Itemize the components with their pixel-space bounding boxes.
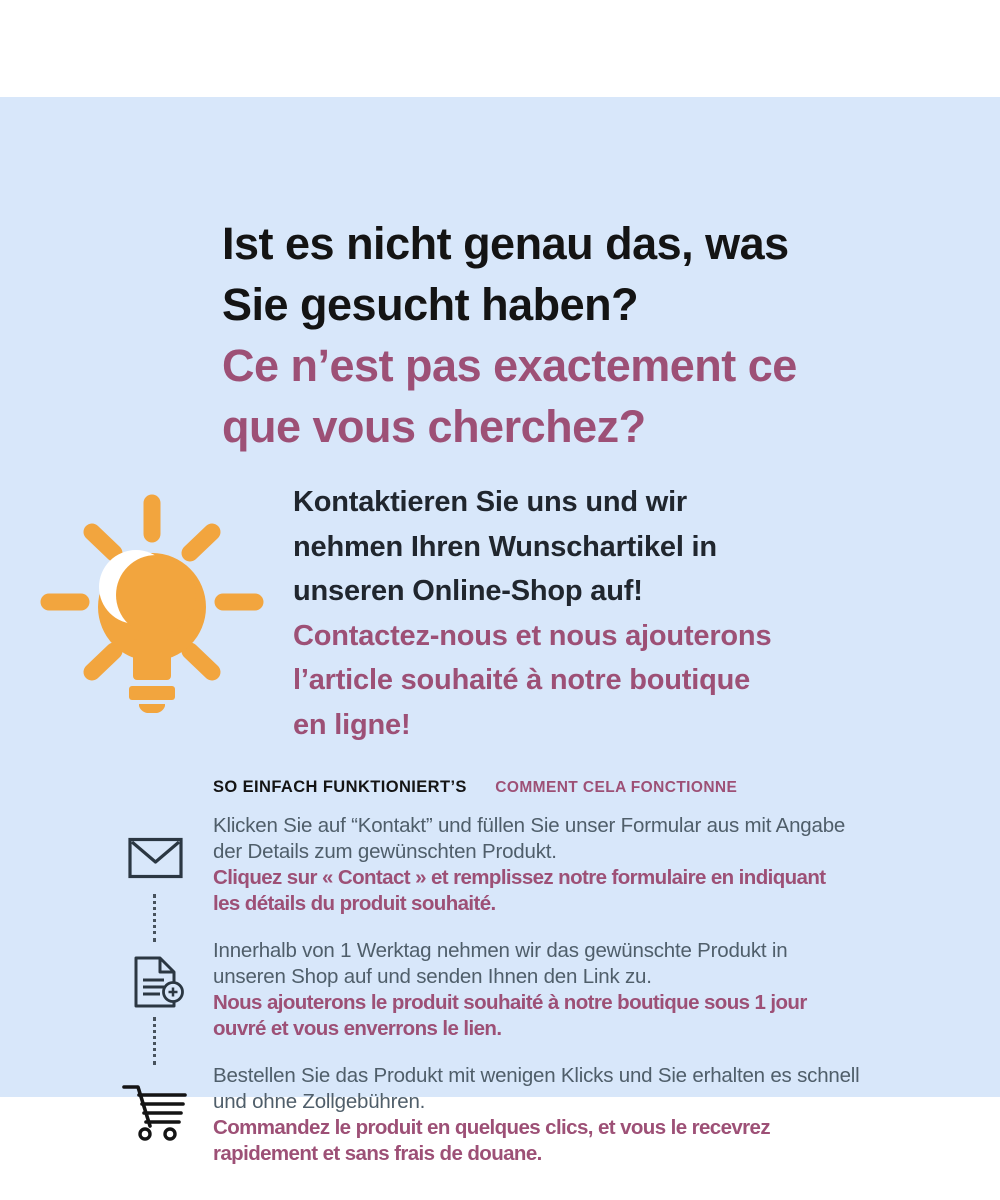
step-text-german [213, 938, 860, 990]
step-add-product [213, 938, 860, 1042]
step-line: unseren Shop auf und senden Ihnen den Link zu. [213, 965, 652, 988]
step-line: Innerhalb von 1 Werktag nehmen wir das gewünschte Produkt in [213, 939, 788, 962]
step-line: und ohne Zollgebühren. [213, 1090, 426, 1113]
step-text-german [213, 1063, 860, 1115]
dotted-connector [153, 1017, 156, 1065]
step-line: Nous ajouterons le produit souhaité à notre boutique sous 1 jour [213, 991, 807, 1014]
step-line: Bestellen Sie das Produkt mit wenigen Klicks und Sie erhalten es schnell [213, 1064, 860, 1087]
step-line: Cliquez sur « Contact » et remplissez notre formulaire en indiquant [213, 866, 826, 889]
step-text-german [213, 813, 860, 865]
intro-line: l’article souhaité à notre boutique [293, 664, 751, 696]
headline-german [222, 213, 797, 335]
headline-french [222, 335, 797, 457]
intro-line: Kontaktieren Sie uns und wir [293, 486, 688, 518]
step-line: rapidement et sans frais de douane. [213, 1142, 542, 1165]
headline-line: que vous cherchez? [222, 401, 646, 452]
document-add-icon [126, 955, 186, 1018]
envelope-icon [127, 836, 184, 885]
lightbulb-icon [36, 489, 268, 721]
headline [222, 213, 797, 457]
intro-text [293, 480, 771, 747]
step-line: Commandez le produit en quelques clics, et vous le recevrez [213, 1116, 771, 1139]
dotted-connector [153, 894, 156, 942]
step-text-french [213, 990, 860, 1042]
step-contact [213, 813, 860, 917]
how-it-works-label-german: SO EINFACH FUNKTIONIERT’S [213, 778, 467, 796]
cart-icon [120, 1080, 188, 1147]
step-line: les détails du produit souhaité. [213, 892, 496, 915]
step-text-french [213, 1115, 860, 1167]
headline-line: Sie gesucht haben? [222, 279, 639, 330]
headline-line: Ce n’est pas exactement ce [222, 340, 797, 391]
how-it-works-label-french: COMMENT CELA FONCTIONNE [495, 779, 738, 796]
step-line: Klicken Sie auf “Kontakt” und füllen Sie unser Formular aus mit Angabe [213, 814, 846, 837]
intro-line: unseren Online-Shop auf! [293, 575, 643, 607]
step-line: der Details zum gewünschten Produkt. [213, 840, 557, 863]
intro-german [293, 480, 771, 614]
step-order [213, 1063, 860, 1167]
intro-line: nehmen Ihren Wunschartikel in [293, 530, 717, 563]
intro-french [293, 614, 771, 748]
how-it-works-heading [213, 778, 737, 797]
step-line: ouvré et vous enverrons le lien. [213, 1017, 502, 1040]
info-panel [0, 97, 1000, 1165]
step-text-french [213, 865, 860, 917]
steps-list [213, 813, 860, 1188]
intro-line: Contactez-nous et nous ajouterons [293, 619, 772, 652]
intro-line: en ligne! [293, 708, 411, 741]
headline-line: Ist es nicht genau das, was [222, 218, 789, 269]
